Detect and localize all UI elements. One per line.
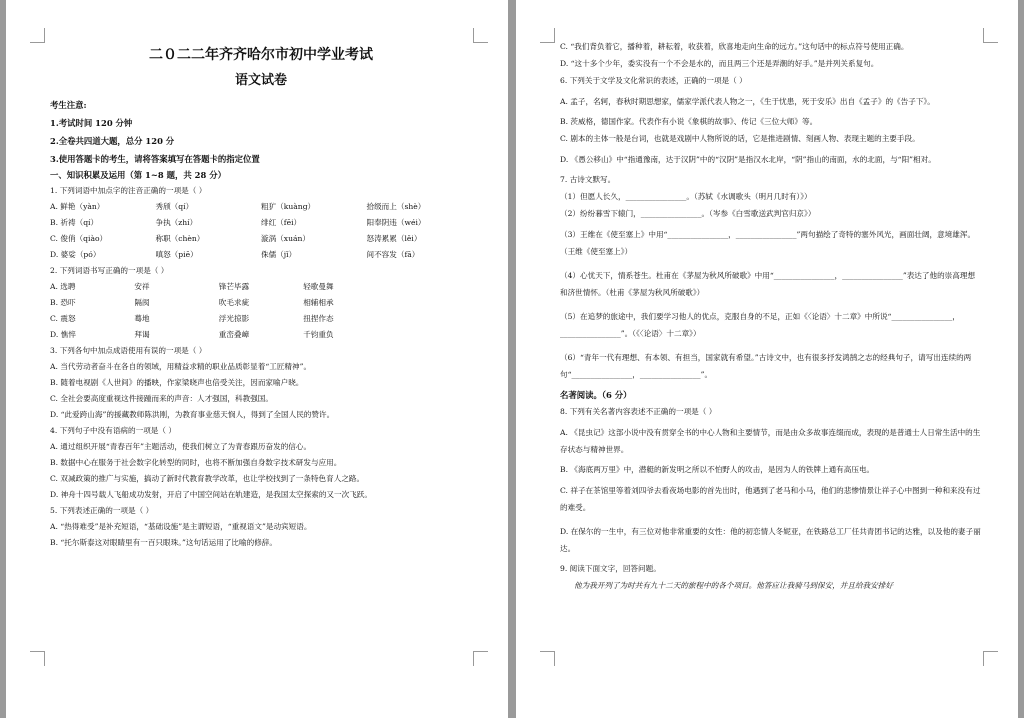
notice-item: 2.全卷共四道大题，总分 120 分: [50, 136, 175, 146]
q3-option: D. “此爱跨山海”的援藏教师陈洪刚，为教育事业慈天悯人，得到了全国人民的赞许。: [50, 410, 335, 419]
q5-option: B. “托尔斯泰这对眼睛里有一百只眼珠。”这句话运用了比喻的修辞。: [50, 538, 277, 547]
option: 安祥: [134, 282, 150, 291]
option: D. 憔悴: [50, 330, 76, 339]
text-line: B. 茨威格，德国作家。代表作有小说《象棋的故事》、传记《三位大师》等。: [560, 117, 818, 126]
text-line: C. 剧本的主体一般是台词，也就是戏剧中人物所说的话，它是推进剧情、刻画人物、表现主题的主要手段。: [560, 134, 920, 143]
question-9: 9. 阅读下面文字，回答问题。: [560, 564, 661, 573]
question-7: 7. 古诗文默写。: [560, 175, 616, 184]
question-2: 2. 下列词语书写正确的一项是（ ）: [50, 266, 169, 275]
q4-option: C. 双减政策的推广与实施，搞动了新时代教育教学改革，也让学校找到了一条特色育人之路。: [50, 474, 365, 483]
q6-option-a: A. 孟子，名轲，春秋时期思想家，儒家学派代表人物之一，《生于忧患，死于安乐》出自《孟子》的《告子下》。: [560, 97, 935, 106]
q4-option: D. 神舟十四号载人飞船成功发射，开启了中国空间站在轨建造，是我国太空探索的又一次飞跃。: [50, 490, 372, 499]
crop-mark: [473, 651, 488, 666]
option: 怒涛累累（lěi）: [366, 234, 422, 243]
notice-item: 3.使用答题卡的考生，请将答案填写在答题卡的指定位置: [50, 154, 260, 164]
question-5: 5. 下列表述正确的一项是（ ）: [50, 506, 154, 515]
question-3: 3. 下列各句中加点成语使用有误的一项是（ ）: [50, 346, 207, 355]
option: 拜谒: [134, 330, 150, 339]
crop-mark: [983, 28, 998, 43]
q8-option: A. 《昆虫记》这部小说中没有贯穿全书的中心人物和主要情节，而是由众多故事连缀而成，表现的是普通士人日常生活中的生存状态与精神世界。: [560, 428, 981, 454]
question-4: 4. 下列句子中没有语病的一项是（ ）: [50, 426, 176, 435]
notice-item: 1.考试时间 120 分钟: [50, 118, 133, 128]
option: 相辅相承: [303, 298, 334, 307]
option: D. 婆娑（pó）: [50, 250, 101, 259]
q1-option-row: [50, 234, 472, 244]
option: 浮光掠影: [218, 314, 250, 323]
option: 蓦地: [134, 314, 150, 323]
q2-option-row: [50, 314, 472, 324]
q2-option-row: [50, 282, 472, 292]
section-heading: 名著阅读。（6 分）: [560, 390, 632, 400]
crop-mark: [473, 28, 488, 43]
option: B. 祈祷（qí）: [50, 218, 99, 227]
option: 绯红（fēi）: [261, 218, 302, 227]
option: 争执（zhí）: [155, 218, 198, 227]
page-2: [516, 0, 1018, 718]
option: 吹毛求疵: [218, 298, 250, 307]
option: 千钧重负: [303, 330, 334, 339]
question-8: 8. 下列有关名著内容表述不正确的一项是（ ）: [560, 407, 717, 416]
q1-option-row: [50, 250, 472, 260]
option: 侏儒（jǐ）: [261, 250, 297, 259]
option: 锋芒毕露: [218, 282, 250, 291]
poem-blank: （4）心忧天下，情系苍生。杜甫在《茅屋为秋风所破歌》中用“________________，________________”表达了他的崇高理想和济世情怀。（杜甫《茅屋为秋风所破歌》）: [560, 271, 976, 297]
crop-mark: [540, 651, 555, 666]
q2-option-row: [50, 298, 472, 308]
crop-mark: [30, 28, 45, 43]
text-line: D. 《愚公移山》中“指通豫南，达于汉阴”中的“汉阴”是指汉水北岸，“阴”指山的南面，水的北面，与“阳”相对。: [560, 155, 936, 164]
option: A. 鲜艳（yàn）: [50, 202, 105, 211]
option: 重峦叠嶂: [218, 330, 250, 339]
option: 扭捏作态: [303, 314, 334, 323]
q5-option: A. “热得难受”是补充短语，“基础设施”是主谓短语，“重视语文”是动宾短语。: [50, 522, 312, 531]
option: 秀颀（qí）: [155, 202, 194, 211]
option: 称职（chèn）: [155, 234, 205, 243]
q8-option: C. 祥子在茶馆里等着刘四爷去看夜场电影的首先出时，他遇到了老马和小马，他们的悲惨情景让祥子心中图到一种和来没有过的难受。: [560, 486, 981, 512]
reading-passage: 他为我开列了为时共有九十二天的旅程中的各个项目。他答应让我骑马到保安，并且给我安排好: [574, 581, 893, 590]
option: 轻歌曼舞: [303, 282, 334, 291]
option: B. 恐吓: [50, 298, 76, 307]
poem-blank: （5）在追梦的旅途中，我们要学习他人的优点，克服自身的不足，正如《〈论语〉十二章》中所说“________________，________________”。（《〈论语〉十二章》）: [560, 312, 960, 338]
crop-mark: [30, 651, 45, 666]
q3-option: B. 随着电视剧《人世间》的播映，作家梁晓声也倍受关注，因而家喻户晓。: [50, 378, 304, 387]
q2-option-row: [50, 330, 472, 340]
poem-blank: （2）纷纷暮雪下辕门，________________。（岑参《白雪歌送武判官归京》）: [560, 209, 816, 218]
q8-option: D. 在保尔的一生中，有三位对他非常重要的女性：他的初恋情人冬妮亚，在铁路总工厂任共青团书记的达雅，以及他的妻子丽达。: [560, 527, 981, 553]
option: 隔阂: [134, 298, 150, 307]
option: C. 震怒: [50, 314, 76, 323]
q4-option: A. 通过组织开展“青春百年”主题活动，使我们树立了为青春跟历奋发的信心。: [50, 442, 312, 451]
question-6: 6. 下列关于文学及文化常识的表述，正确的一项是（ ）: [560, 76, 747, 85]
text-line: D. “这十多个少年，委实没有一个不会是水的，而且两三个还是弄潮的好手。”是并列关系复句。: [560, 59, 879, 68]
exam-title: 二０二二年齐齐哈尔市初中学业考试: [149, 47, 373, 63]
q1-option-row: [50, 202, 472, 212]
crop-mark: [983, 651, 998, 666]
poem-blank: （6）“青年一代有理想、有本领、有担当，国家就有希望。”古诗文中，也有很多抒发鸿鹄之志的经典句子，请写出连续的两句“________________，________________”。: [560, 353, 972, 379]
question-1: 1. 下列词语中加点字的注音正确的一项是（ ）: [50, 186, 207, 195]
q1-option-row: [50, 218, 472, 228]
option: C. 俊俏（qiào）: [50, 234, 108, 243]
page-1: [6, 0, 508, 718]
option: 嗔怒（piē）: [155, 250, 198, 259]
poem-blank: （3）王维在《使至塞上》中用“________________，________________”两句描绘了奇特的塞外风光，画面壮阔，意境雄浑。（王维《使至塞上》）: [560, 230, 976, 256]
option: 漩涡（xuán）: [261, 234, 310, 243]
option: 拾级而上（shè）: [366, 202, 426, 211]
q3-option: A. 当代劳动者奋斗在各自的领域，用精益求精的职业品质彰显着“工匠精神”。: [50, 362, 312, 371]
poem-blank: （1）但愿人长久，________________。（苏轼《水调歌头（明月几时有）》）: [560, 192, 812, 201]
option: 粗犷（kuàng）: [261, 202, 316, 211]
option: A. 选聘: [50, 282, 76, 291]
exam-subtitle: 语文试卷: [234, 73, 287, 88]
option: 间不容发（fā）: [366, 250, 420, 259]
crop-mark: [540, 28, 555, 43]
q3-option: C. 全社会要高度重视这件接踵而来的声音：人才强国，科教强国。: [50, 394, 273, 403]
notice-heading: 考生注意:: [50, 100, 87, 110]
q4-option: B. 数据中心在服务于社会数字化转型的同时，也将不断加强自身数字技术研发与应用。: [50, 458, 342, 467]
q8-option: B. 《海底两万里》中，潜艇的新发明之所以不怕野人的攻击，是因为人的铁牌上通有高压电。: [560, 465, 875, 474]
section-heading: 一、知识积累及运用（第 1~8 题，共 28 分）: [50, 170, 226, 180]
option: 阳奉阴违（wéi）: [366, 218, 426, 227]
text-line: C. “我们背负着它，播种着，耕耘着，收获着，欣喜地走向生命的远方。”这句话中的标点符号使用正确。: [560, 42, 909, 51]
